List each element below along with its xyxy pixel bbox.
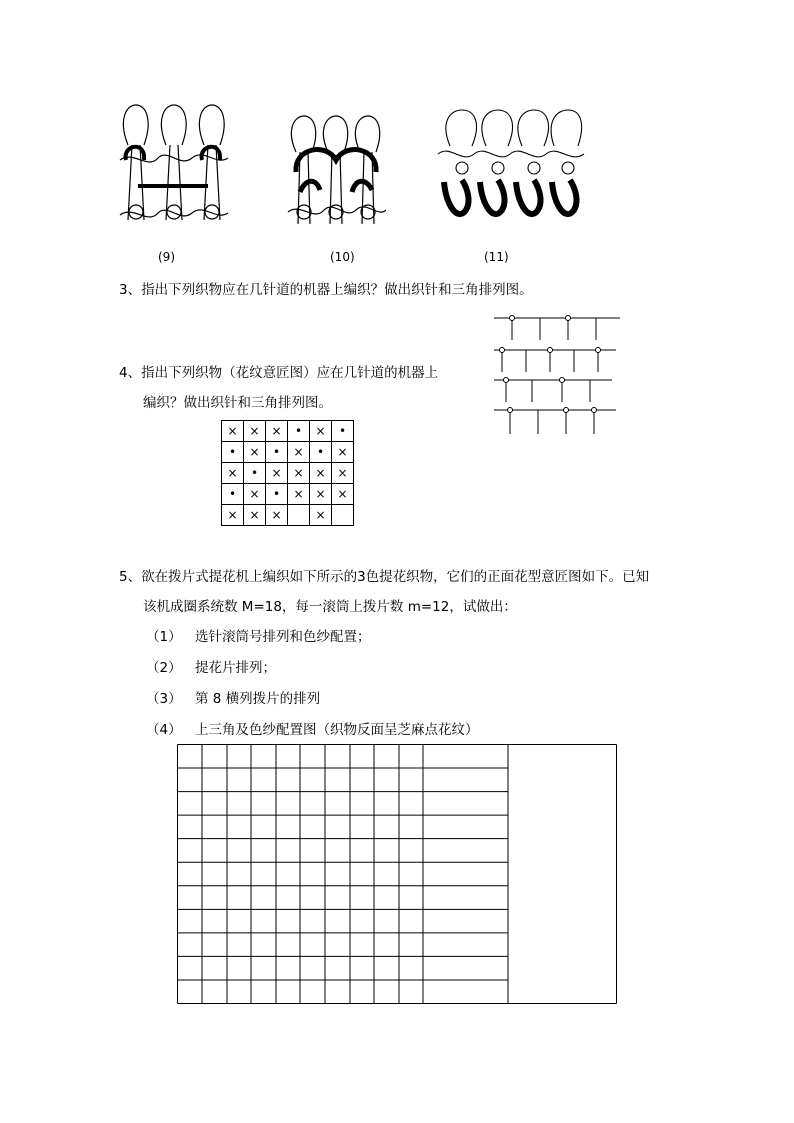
pattern-cell: × xyxy=(310,505,332,526)
pattern-row xyxy=(222,505,354,526)
q5-item-4-text: 上三角及色纱配置图（织物反面呈芝麻点花纹） xyxy=(195,722,479,738)
knit-figure-9 xyxy=(118,100,230,240)
needle-arrangement-diagram xyxy=(492,310,624,438)
knit-figure-10 xyxy=(286,112,386,240)
question-5-line-2: 该机成圈系统数 M=18，每一滚筒上拨片数 m=12，试做出： xyxy=(143,599,517,615)
pattern-cell: × xyxy=(310,463,332,484)
pattern-row xyxy=(222,484,354,505)
question-3: 3、指出下列织物应在几针道的机器上编织？做出织针和三角排列图。 xyxy=(119,282,533,298)
pattern-cell: × xyxy=(244,484,266,505)
pattern-cell: • xyxy=(310,442,332,463)
figure-caption-9: (9) xyxy=(158,250,175,264)
pattern-cell: × xyxy=(222,463,244,484)
pattern-cell xyxy=(332,505,354,526)
pattern-cell: × xyxy=(266,421,288,442)
figure-caption-10: (10) xyxy=(330,250,355,264)
pattern-grid xyxy=(221,420,354,526)
pattern-row xyxy=(222,463,354,484)
figure-caption-11: (11) xyxy=(484,250,509,264)
q5-item-3-num: （3） xyxy=(146,691,182,707)
pattern-cell: • xyxy=(222,442,244,463)
pattern-cell: × xyxy=(244,442,266,463)
pattern-cell: × xyxy=(244,505,266,526)
question-4-line-2: 编织？做出织针和三角排列图。 xyxy=(143,395,332,411)
answer-grid xyxy=(177,744,619,1006)
question-4-line-1: 4、指出下列织物（花纹意匠图）应在几针道的机器上 xyxy=(119,365,439,381)
pattern-cell xyxy=(288,505,310,526)
pattern-cell: × xyxy=(288,484,310,505)
q5-item-1-num: （1） xyxy=(146,629,182,645)
pattern-cell: × xyxy=(332,484,354,505)
pattern-cell: × xyxy=(310,421,332,442)
q5-item-2-text: 提花片排列； xyxy=(195,660,276,676)
q5-item-3-text: 第 8 横列拨片的排列 xyxy=(195,691,321,707)
pattern-cell: × xyxy=(222,421,244,442)
pattern-cell: • xyxy=(244,463,266,484)
pattern-row xyxy=(222,421,354,442)
pattern-cell: × xyxy=(310,484,332,505)
pattern-cell: • xyxy=(266,442,288,463)
pattern-cell: × xyxy=(288,463,310,484)
pattern-cell: × xyxy=(288,442,310,463)
q5-item-2-num: （2） xyxy=(146,660,182,676)
pattern-cell: × xyxy=(244,421,266,442)
pattern-cell: • xyxy=(332,421,354,442)
knit-figure-11 xyxy=(436,106,586,240)
q5-item-1-text: 选针滚筒号排列和色纱配置； xyxy=(195,629,371,645)
pattern-cell: • xyxy=(288,421,310,442)
pattern-cell: • xyxy=(222,484,244,505)
pattern-cell: × xyxy=(222,505,244,526)
pattern-cell: × xyxy=(266,505,288,526)
pattern-cell: × xyxy=(332,463,354,484)
question-5-line-1: 5、欲在拨片式提花机上编织如下所示的3色提花织物，它们的正面花型意匠图如下。已知 xyxy=(119,569,650,585)
pattern-cell: • xyxy=(266,484,288,505)
pattern-cell: × xyxy=(332,442,354,463)
pattern-cell: × xyxy=(266,463,288,484)
pattern-row xyxy=(222,442,354,463)
q5-item-4-num: （4） xyxy=(146,722,182,738)
